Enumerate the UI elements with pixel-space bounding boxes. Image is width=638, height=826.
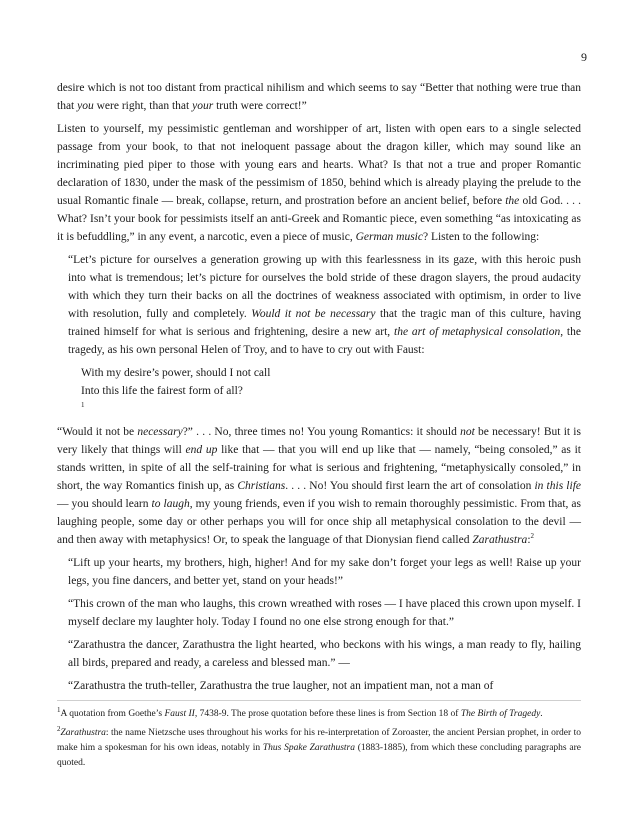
footnote-ref[interactable]: 2: [530, 532, 535, 541]
zarathustra-quote-1: “Lift up your hearts, my brothers, high, higher! And for my sake don’t forget your legs as well! Raise up your legs, you fine dancers, and better yet, stand on your heads!”: [68, 557, 581, 587]
verse-quote: [81, 364, 581, 418]
text-run: . . . . No! You should first learn the art of consolation: [285, 480, 535, 492]
text-run: A quotation from Goethe’s: [60, 709, 165, 719]
paragraph-3: [57, 423, 581, 549]
italic-run: the art of metaphysical consolation: [394, 326, 561, 338]
italic-run: your: [192, 100, 214, 112]
text-run: ?” . . . No, three times no! You young Romantics: it should: [182, 426, 461, 438]
italic-run: the: [505, 195, 520, 207]
italic-run: Zarathustra: [472, 534, 528, 546]
text-run: : the name Nietzsche uses throughout his works for his re-interpretation of Zoroaster, the ancient Persian prophet, in order to make him a spokesman for his own ideas, notably in: [57, 728, 581, 753]
italic-run: in this life: [534, 480, 581, 492]
text-run: .: [540, 709, 543, 719]
italic-run: German music: [355, 231, 423, 243]
text-run: like that — that you will end up like that — namely, “being consoled,” as it stands written, in spite of all the self-training for what is serious and frightening, “metaphysically consoled,” in short, the way Romantics finish up, as: [57, 444, 581, 492]
page-body: [57, 79, 581, 775]
italic-run: Christians: [237, 480, 286, 492]
paragraph-1: [57, 79, 581, 115]
text-run: :: [527, 534, 531, 546]
zarathustra-quote-2: “This crown of the man who laughs, this crown wreathed with roses — I have placed this crown upon myself. I myself declare my laughter holy. Today I found no one else strong enough for that.”: [68, 598, 581, 628]
text-run: Into this life the fairest form of all?: [81, 385, 243, 397]
text-run: — you should learn: [57, 498, 152, 510]
italic-run: necessary: [137, 426, 183, 438]
text-run: , my young friends, even if you wish to remain thoroughly pessimistic. From that, as laughing people, some day or other perhaps you will for once ship all metaphysical consolation to the devil — and then away with metaphysics! Or, to speak the language of that Dionysian fiend called: [57, 498, 582, 546]
text-run: “Would it not be: [57, 426, 138, 438]
italic-run: to laugh: [151, 498, 190, 510]
verse-line: With my desire’s power, should I not call: [81, 367, 271, 379]
text-run: that the tragic man of this culture, having trained himself for what is serious and frightening, desire a new art,: [68, 308, 581, 338]
italic-run: you: [77, 100, 94, 112]
page-number: 9: [581, 50, 587, 64]
italic-run: Would it not be necessary: [251, 308, 376, 320]
text-run: were right, than that: [93, 100, 193, 112]
footnote-ref[interactable]: 1: [81, 401, 85, 410]
text-run: truth were correct!”: [213, 100, 307, 112]
footnote-1: [57, 707, 581, 722]
text-run: , the tragedy, as his own personal Helen of Troy, and to have to cry out with Faust:: [68, 326, 581, 356]
italic-run: not: [460, 426, 475, 438]
text-run: desire which is not too distant from practical nihilism and which seems to say “Better that nothing were true than that: [57, 82, 581, 112]
text-run: old God. . . . What? Isn’t your book for pessimists itself an anti-Greek and Romantic piece, even something “as intoxicating as it is befuddling,” in any event, a narcotic, even a piece of music,: [57, 195, 582, 243]
footnote-marker: 2: [57, 724, 61, 733]
footnote-marker: 1: [57, 705, 61, 714]
italic-run: Zarathustra: [60, 728, 106, 738]
text-run: , 7438-9. The prose quotation before these lines is from Section 18 of: [194, 709, 461, 719]
italic-run: Thus Spake Zarathustra: [262, 743, 355, 753]
footnote-2: [57, 726, 581, 771]
italic-run: The Birth of Tragedy: [460, 709, 541, 719]
italic-run: end up: [185, 444, 218, 456]
text-run: be necessary! But it is very likely that things will: [57, 426, 581, 456]
paragraph-2: [57, 120, 581, 246]
verse-line: [81, 382, 581, 418]
block-quote: [68, 251, 581, 359]
text-run: ? Listen to the following:: [422, 231, 540, 243]
italic-run: Faust II: [164, 709, 195, 719]
zarathustra-quote-4: “Zarathustra the truth-teller, Zarathustra the true laugher, not an impatient man, not a man of: [68, 680, 494, 692]
text-run: (1883-1885), from which these concluding paragraphs are quoted.: [57, 743, 581, 768]
text-run: Listen to yourself, my pessimistic gentleman and worshipper of art, listen with open ears to a single selected passage from your book, to that not ineloquent passage about the dragon killer, which may sound like an incriminating pied piper to those with young ears and hearts. What? Is that not a true and proper Romantic declaration of 1830, under the mask of the pessimism of 1850, behind which is already playing the prelude to the usual Romantic finale — break, collapse, return, and prostration before an ancient belief, before: [57, 123, 581, 207]
text-run: “Let’s picture for ourselves a generation growing up with this fearlessness in its gaze, with this heroic push into what is tremendous; let’s picture for ourselves the bold stride of these dragon slayers, the proud audacity with which they turn their backs on all the doctrines of weakness associated with optimism, in order to live with resolution, fully and completely.: [68, 254, 581, 320]
zarathustra-quote-3: “Zarathustra the dancer, Zarathustra the light hearted, who beckons with his wings, a man ready to fly, hailing all birds, prepared and ready, a careless and blessed man.” —: [68, 639, 581, 669]
footnote-divider: [57, 700, 581, 701]
